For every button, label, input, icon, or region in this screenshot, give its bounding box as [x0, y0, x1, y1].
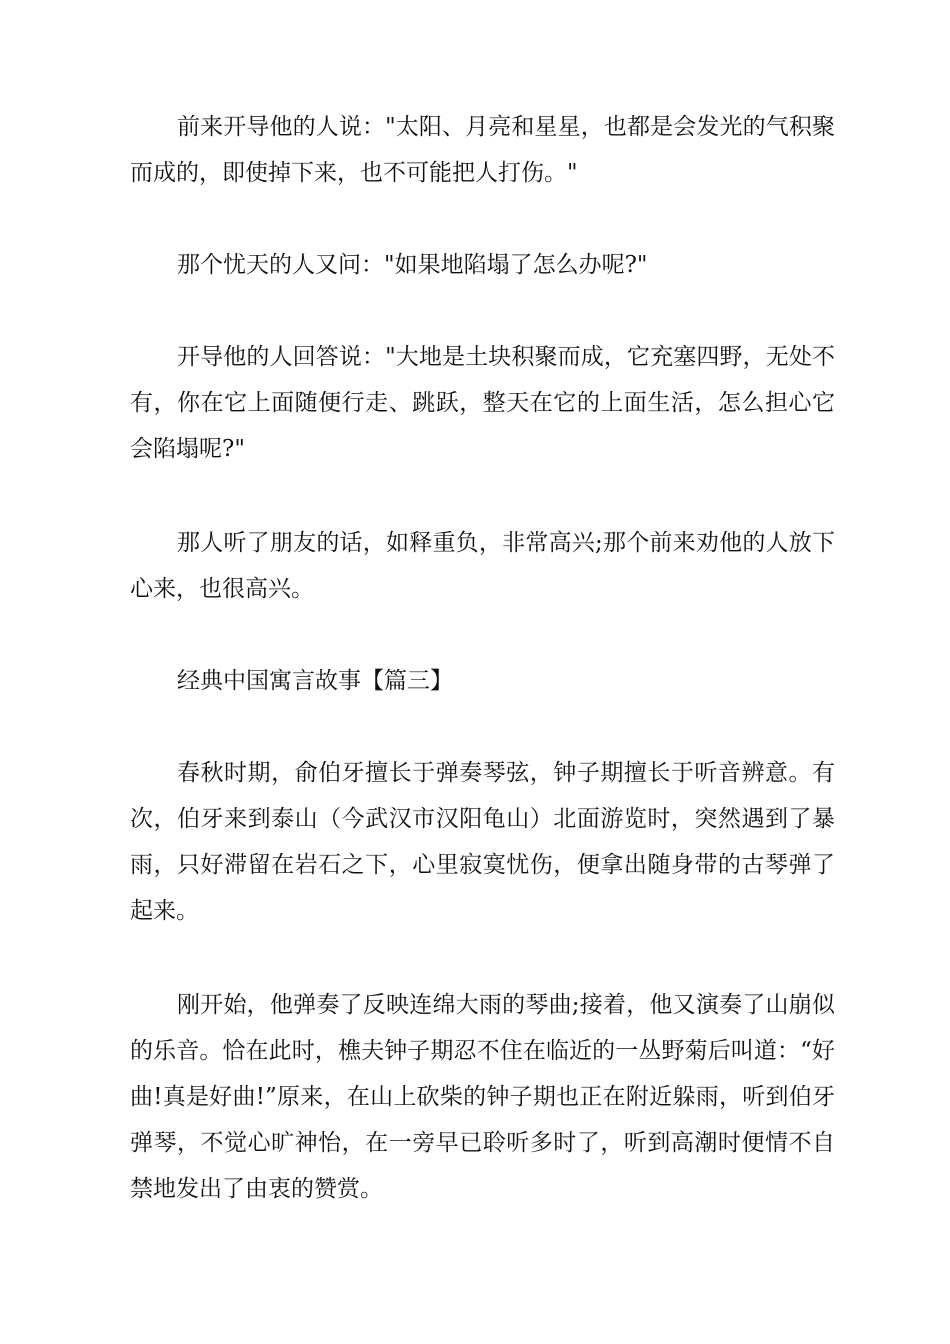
paragraph-worrier-asks: 那个忧天的人又问："如果地陷塌了怎么办呢?" — [177, 252, 648, 278]
paragraph-boya-intro: 春秋时期，俞伯牙擅长于弹奏琴弦，钟子期擅长于听音辨意。有次，伯牙来到泰山（今武汉市汉阳龟山）北面游览时，突然遇到了暴雨，只好滞留在岩石之下，心里寂寞忧伤，便拿出随身带的古琴弹了起来。 — [130, 760, 835, 924]
paragraph-ziqi-praise: 刚开始，他弹奏了反映连绵大雨的琴曲;接着，他又演奏了山崩似的乐音。恰在此时，樵夫钟子期忍不住在临近的一丛野菊后叫道：“好曲!真是好曲!”原来，在山上砍柴的钟子期也正在附近躲雨，听到伯牙弹琴，不觉心旷神怡，在一旁早已聆听多时了，听到高潮时便情不自禁地发出了由衷的赞赏。 — [130, 992, 835, 1202]
paragraph-relieved: 那人听了朋友的话，如释重负，非常高兴;那个前来劝他的人放下心来，也很高兴。 — [130, 530, 835, 602]
paragraph-enlightener-answer: 开导他的人回答说："大地是土块积聚而成，它充塞四野，无处不有，你在它上面随便行走、跳跃，整天在它的上面生活，怎么担心它会陷塌呢?" — [130, 344, 835, 462]
paragraph-enlightener-reply: 前来开导他的人说："太阳、月亮和星星，也都是会发光的气积聚而成的，即使掉下来，也不可能把人打伤。" — [130, 114, 835, 186]
section-heading: 经典中国寓言故事【篇三】 — [177, 668, 453, 694]
